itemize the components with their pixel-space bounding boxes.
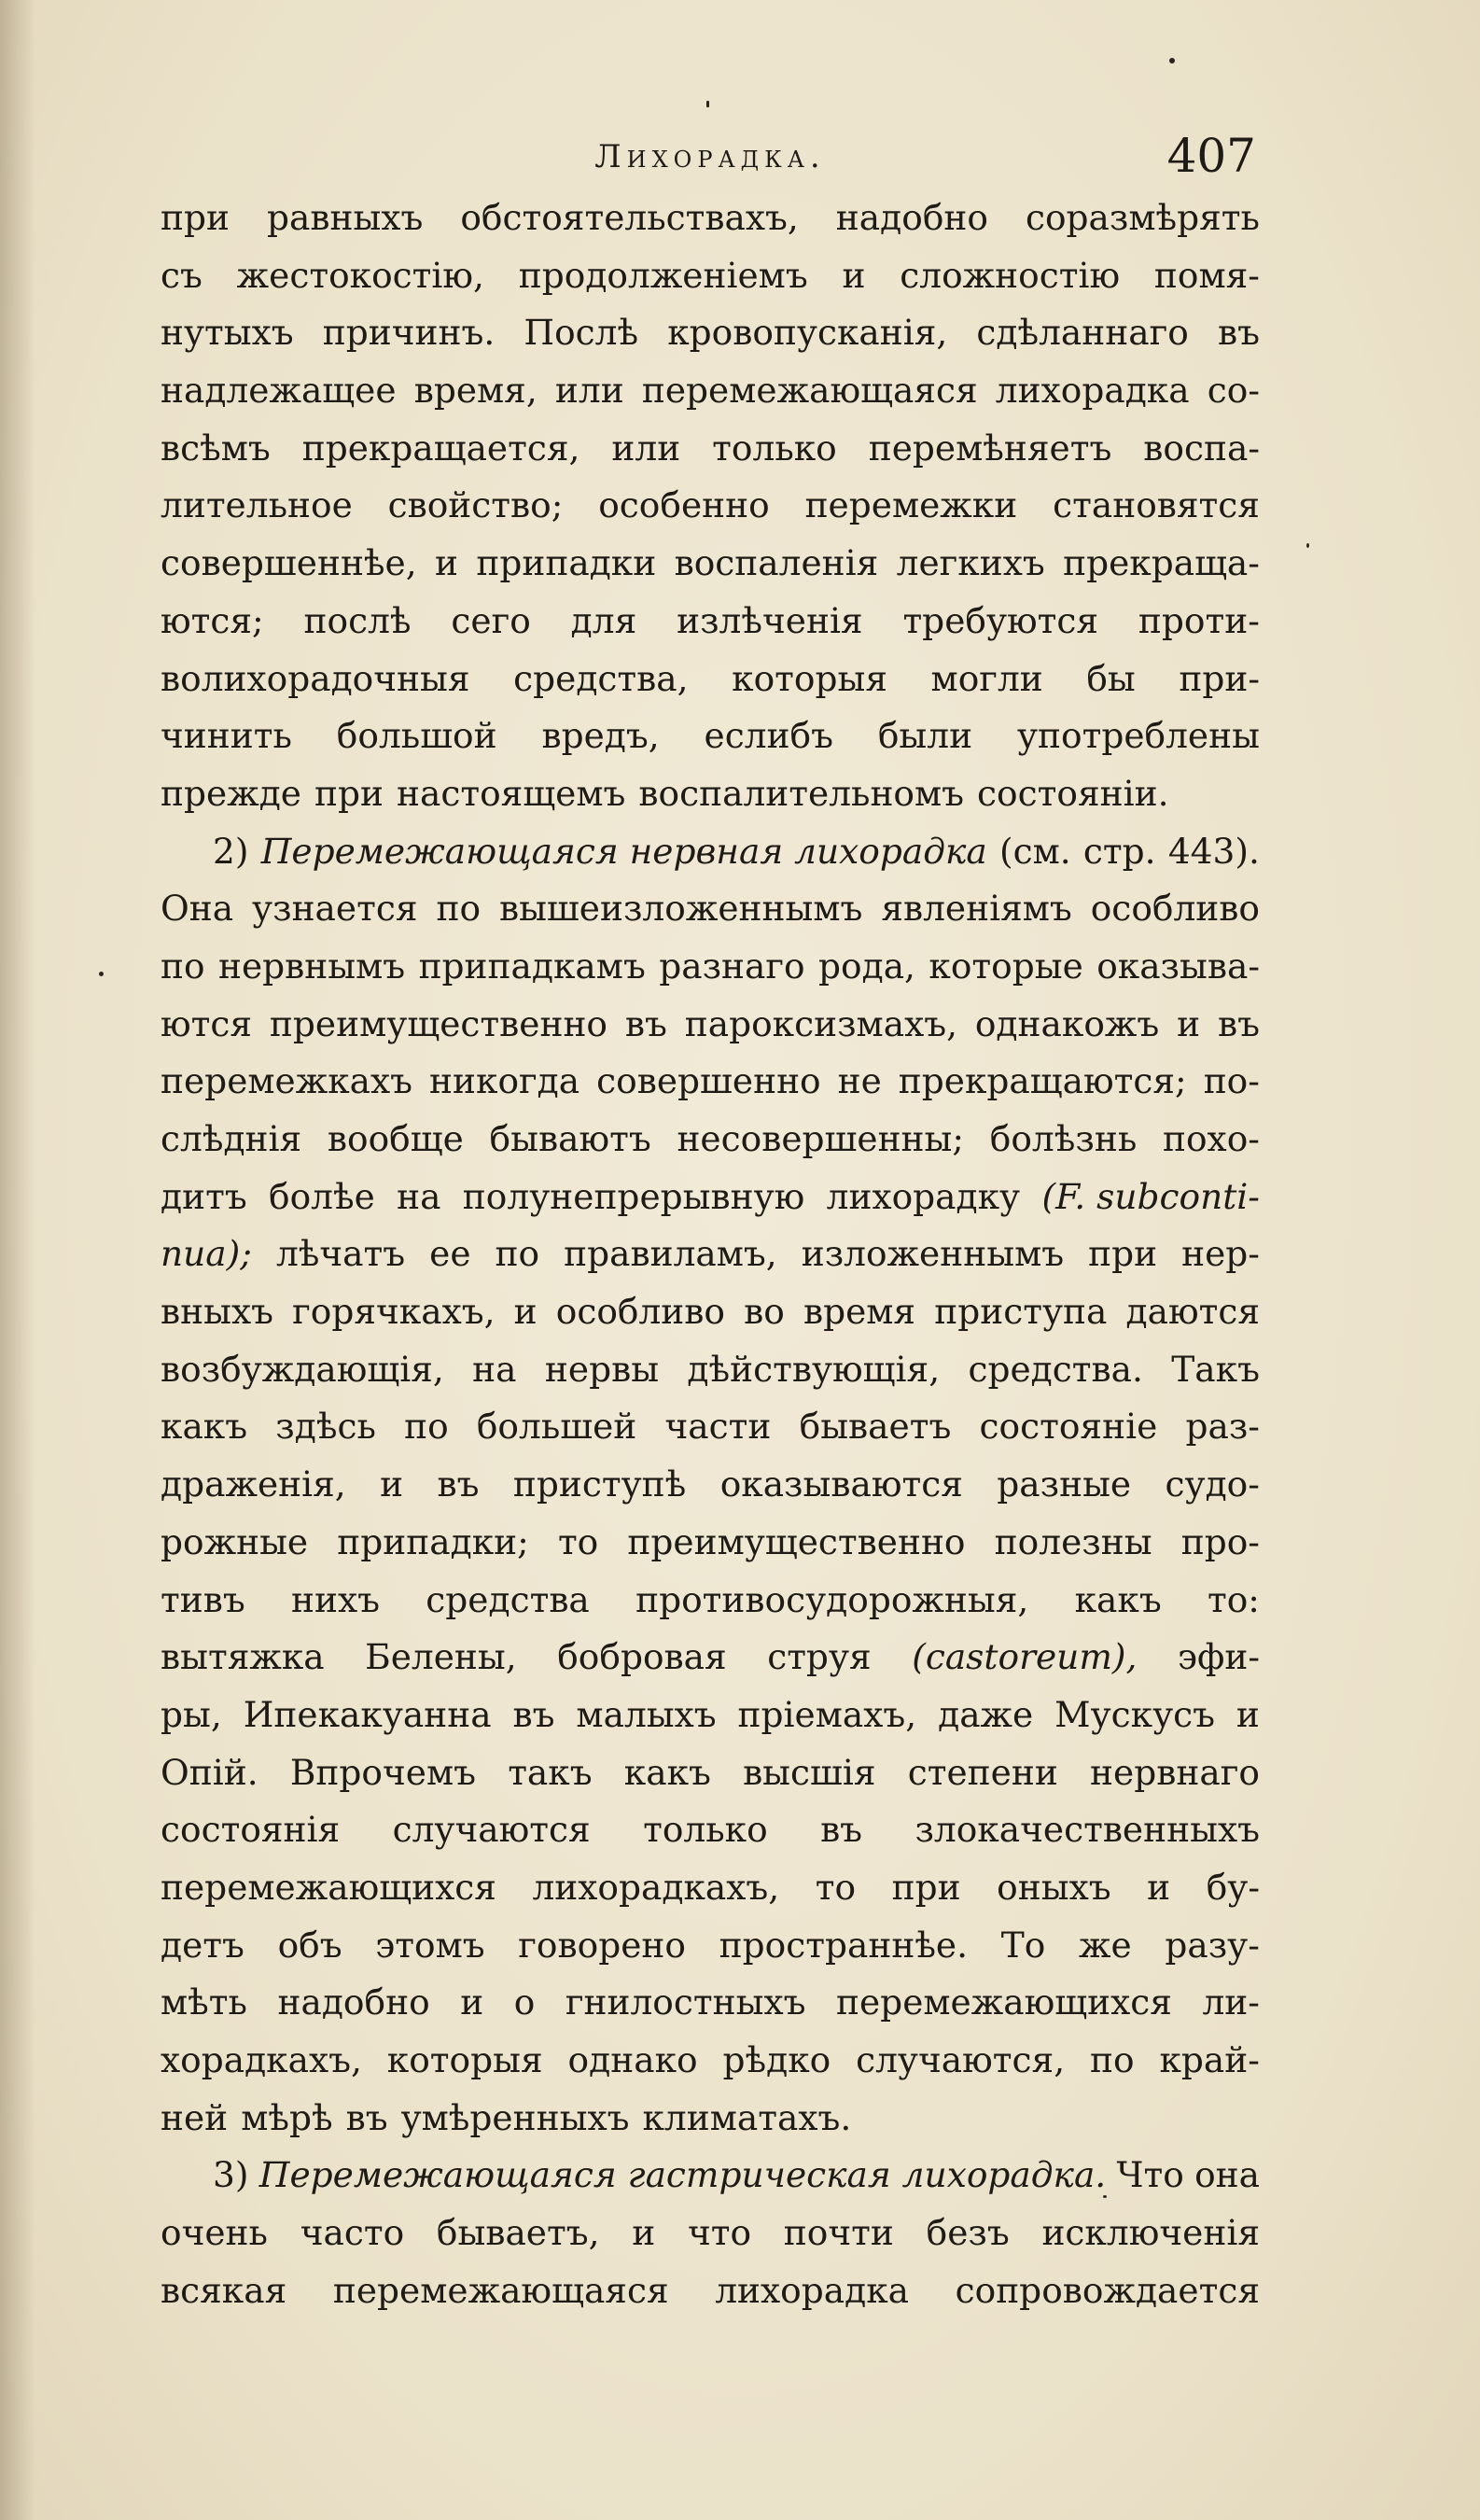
text-line (161, 1572, 1260, 1630)
word: совершенно (596, 1060, 821, 1102)
word: всякая (161, 2269, 287, 2311)
word: припадкамъ (418, 945, 646, 987)
word: даются (1125, 1291, 1260, 1333)
word: такъ (508, 1751, 593, 1793)
text-line (161, 1053, 1260, 1111)
word: лихорадка (995, 370, 1190, 412)
word: даже (938, 1693, 1034, 1735)
word: кровопусканія, (667, 312, 948, 354)
word: время, (413, 370, 538, 412)
text-line (161, 1744, 1260, 1802)
word: преимущественно (269, 1002, 608, 1044)
word: по (1090, 2039, 1135, 2080)
word: тивъ (161, 1578, 245, 1620)
word: детъ (161, 1924, 244, 1966)
word: вныхъ (161, 1291, 273, 1333)
text-line (161, 1398, 1260, 1456)
word: по (161, 945, 205, 987)
word: перемѣняетъ (868, 427, 1112, 469)
ink-speck (99, 972, 104, 976)
word: и (1147, 1866, 1171, 1908)
word: явленіямъ (881, 888, 1072, 930)
word: средства. (968, 1348, 1143, 1390)
word: перемежающихся (836, 1981, 1172, 2023)
word: излѣченія (677, 599, 863, 641)
ink-speck (1169, 58, 1175, 63)
word: разнаго (659, 945, 805, 987)
word: бы (1086, 657, 1136, 699)
text-line (161, 1514, 1260, 1572)
word: послѣ (303, 599, 412, 641)
word: ее (429, 1233, 471, 1275)
word: то (557, 1520, 599, 1562)
word: ются (161, 1002, 253, 1044)
word: ры, (161, 1693, 222, 1735)
word: узнается (252, 888, 418, 930)
word: приступа (934, 1291, 1108, 1333)
text-line (161, 2090, 1260, 2148)
word: 3) (213, 2154, 249, 2196)
word: только (643, 1809, 768, 1851)
word: разу- (1165, 1924, 1260, 1966)
word: средства, (513, 657, 689, 699)
text-line (161, 535, 1260, 593)
word: ней (161, 2096, 229, 2138)
word: еслибъ (704, 715, 833, 757)
word: по (495, 1233, 540, 1275)
word: со- (1207, 370, 1260, 412)
word: воспалительномъ (638, 772, 965, 814)
word: нервы (544, 1348, 660, 1390)
italic-word: (castoreum), (912, 1636, 1138, 1678)
word: причинъ. (322, 312, 496, 354)
word: дитъ (161, 1175, 247, 1217)
word: похо- (1162, 1118, 1260, 1159)
text-line (161, 880, 1260, 938)
text-line (161, 938, 1260, 996)
word: однако (567, 2039, 698, 2080)
word: очень (161, 2212, 268, 2254)
word: Впрочемъ (289, 1751, 476, 1793)
word: полунепрерывную (462, 1175, 805, 1217)
word: перемежающаяся (332, 2269, 669, 2311)
word: при (161, 197, 230, 238)
word: въ (437, 1463, 480, 1505)
word: какъ (623, 1751, 711, 1793)
text-line (161, 1687, 1260, 1744)
word: состояніи. (977, 772, 1169, 814)
word: малыхъ (576, 1693, 717, 1735)
text-line (161, 247, 1260, 305)
word: судо- (1165, 1463, 1260, 1505)
word: приступѣ (512, 1463, 687, 1505)
word: перемежающихся (161, 1866, 496, 1908)
word: однакожъ (974, 1002, 1160, 1044)
word: же (1078, 1924, 1132, 1966)
text-line (161, 2032, 1260, 2090)
text-line (161, 304, 1260, 362)
word: состоянія (161, 1809, 341, 1851)
text-line (161, 1456, 1260, 1514)
word: нутыхъ (161, 312, 294, 354)
page-header (161, 129, 1260, 194)
word: обстоятельствахъ, (460, 197, 799, 238)
word: становятся (1053, 484, 1260, 526)
word: эфи- (1177, 1636, 1260, 1678)
word: климатахъ. (642, 2096, 852, 2138)
word: помя- (1153, 254, 1260, 296)
word: воспа- (1143, 427, 1260, 469)
word: продолженіемъ (518, 254, 808, 296)
word: вообще (327, 1118, 464, 1159)
word: этомъ (375, 1924, 485, 1966)
word: край- (1159, 2039, 1260, 2080)
word: сопровождается (955, 2269, 1260, 2311)
word: 443). (1167, 830, 1260, 872)
word: и (513, 1291, 538, 1333)
word: перемежающаяся (641, 370, 978, 412)
word: здѣсь (275, 1406, 376, 1448)
word: стр. (1082, 830, 1156, 872)
word: могли (930, 657, 1043, 699)
word: въ (624, 1002, 667, 1044)
word: перемежкахъ (161, 1060, 413, 1102)
word: Ипекакуанна (243, 1693, 492, 1735)
word: Что (1116, 2154, 1184, 2196)
text-line (161, 707, 1260, 765)
word: въ (1217, 1002, 1260, 1044)
word: бываетъ, (436, 2212, 600, 2254)
word: волихорадочныя (161, 657, 470, 699)
page-number: 407 (1166, 129, 1256, 183)
word: рожные (161, 1520, 309, 1562)
word: про- (1180, 1520, 1260, 1562)
word: прекращается, (301, 427, 580, 469)
word: всѣмъ (161, 427, 271, 469)
word: какъ (161, 1406, 248, 1448)
word: состояніе (979, 1406, 1158, 1448)
body-text (161, 189, 1260, 2319)
word: которыя (732, 657, 887, 699)
italic-word: Перемежающаяся гастрическая лихорадка. (258, 2154, 1107, 2196)
text-line (161, 593, 1260, 651)
word: (см. (998, 830, 1071, 872)
text-line (161, 1169, 1260, 1226)
word: или (554, 370, 624, 412)
word: и (460, 1981, 484, 2023)
word: надобно (277, 1981, 430, 2023)
word: объ (277, 1924, 342, 1966)
word: пространнѣе. (719, 1924, 969, 1966)
word: и (632, 2212, 656, 2254)
word: и (435, 542, 459, 584)
word: особливо (555, 1291, 725, 1333)
word: То (1000, 1924, 1046, 1966)
text-line (161, 2205, 1260, 2262)
ink-speck (1103, 2195, 1107, 2198)
word: совершеннѣе, (161, 542, 417, 584)
word: Опій. (161, 1751, 258, 1793)
word: лительное (161, 484, 353, 526)
word: ли- (1202, 1981, 1260, 2023)
word: и (842, 254, 866, 296)
word: злокачественныхъ (915, 1809, 1260, 1851)
word: болѣзнь (989, 1118, 1138, 1159)
word: какъ (1074, 1578, 1162, 1620)
word: жестокостію, (236, 254, 484, 296)
text-line (161, 1111, 1260, 1169)
italic-word: nua); (161, 1233, 252, 1275)
word: время (803, 1291, 916, 1333)
word: она (1194, 2154, 1260, 2196)
text-line (161, 651, 1260, 708)
word: бобровая (557, 1636, 727, 1678)
word: и (1177, 1002, 1201, 1044)
word: никогда (429, 1060, 580, 1102)
word: при- (1179, 657, 1260, 699)
word: слѣднія (161, 1118, 302, 1159)
word: о (513, 1981, 536, 2023)
word: воспаленія (674, 542, 879, 584)
word: или (611, 427, 681, 469)
word: умѣренныхъ (400, 2096, 630, 2138)
word: прежде (161, 772, 301, 814)
ink-speck (706, 101, 709, 107)
word: мѣть (161, 1981, 247, 2023)
word: и (380, 1463, 404, 1505)
word: особенно (598, 484, 770, 526)
word: пароксизмахъ, (684, 1002, 957, 1044)
spine-shadow (0, 0, 35, 2520)
word: оныхъ (997, 1866, 1111, 1908)
word: по- (1203, 1060, 1260, 1102)
text-line (161, 477, 1260, 535)
word: и (1236, 1693, 1260, 1735)
word: драженія, (161, 1463, 346, 1505)
word: въ (512, 1693, 555, 1735)
word: на (472, 1348, 517, 1390)
word: проти- (1138, 599, 1260, 641)
word: сложностію (900, 254, 1121, 296)
word: полезны (994, 1520, 1152, 1562)
word: надлежащее (161, 370, 397, 412)
ink-speck (1306, 543, 1309, 548)
text-line (161, 765, 1260, 823)
word: части (664, 1406, 772, 1448)
word: безъ (926, 2212, 1010, 2254)
text-line (161, 1859, 1260, 1917)
word: нервнымъ (217, 945, 406, 987)
text-line (161, 1629, 1260, 1687)
word: струя (767, 1636, 872, 1678)
word: при (314, 772, 384, 814)
word: изложеннымъ (801, 1233, 1065, 1275)
word: при (891, 1866, 961, 1908)
word: то (815, 1866, 857, 1908)
word: во (744, 1291, 785, 1333)
word: не (837, 1060, 882, 1102)
word: съ (161, 254, 202, 296)
text-line (161, 823, 1260, 881)
word: то: (1207, 1578, 1260, 1620)
word: чинить (161, 715, 292, 757)
word: гнилостныхъ (565, 1981, 806, 2023)
word: рода, (818, 945, 915, 987)
word: сдѣланнаго (976, 312, 1189, 354)
word: нихъ (291, 1578, 380, 1620)
word: требуются (902, 599, 1099, 641)
text-line (161, 189, 1260, 247)
word: средства (426, 1578, 590, 1620)
text-line (161, 2262, 1260, 2320)
word: несовершенны; (677, 1118, 965, 1159)
word: которыя (386, 2039, 543, 2080)
text-line (161, 1283, 1260, 1341)
word: Мускусъ (1054, 1693, 1215, 1735)
word: преимущественно (627, 1520, 966, 1562)
word: возбуждающія, (161, 1348, 444, 1390)
word: высшія (743, 1751, 876, 1793)
text-line (161, 420, 1260, 478)
text-line (161, 1801, 1260, 1859)
word: для (570, 599, 637, 641)
word: оказываются (719, 1463, 963, 1505)
word: при (1088, 1233, 1158, 1275)
word: бываетъ (799, 1406, 952, 1448)
word: лихорадка (715, 2269, 910, 2311)
running-title: Лихорадка. (594, 138, 826, 175)
word: припадки (476, 542, 657, 584)
word: Послѣ (524, 312, 639, 354)
text-line (161, 1225, 1260, 1283)
word: въ (345, 2096, 388, 2138)
word: дѣйствующія, (687, 1348, 941, 1390)
word: мѣрѣ (241, 2096, 333, 2138)
word: Она (161, 888, 234, 930)
word: прекращаются; (898, 1060, 1187, 1102)
word: лихорадкахъ, (532, 1866, 780, 1908)
word: Такъ (1171, 1348, 1260, 1390)
word: раз- (1185, 1406, 1260, 1448)
word: лихорадку (826, 1175, 1021, 1217)
word: ются; (161, 599, 264, 641)
word: бу- (1206, 1866, 1260, 1908)
word: почти (783, 2212, 894, 2254)
word: Белены, (365, 1636, 517, 1678)
word: припадки; (337, 1520, 529, 1562)
text-line (161, 1341, 1260, 1399)
word: вытяжка (161, 1636, 325, 1678)
word: правиламъ, (564, 1233, 777, 1275)
word: особливо (1090, 888, 1260, 930)
word: надобно (835, 197, 988, 238)
word: 2) (213, 830, 249, 872)
word: исключенія (1041, 2212, 1260, 2254)
word: хорадкахъ, (161, 2039, 362, 2080)
word: прекраща- (1063, 542, 1260, 584)
word: пріемахъ, (737, 1693, 917, 1735)
word: часто (300, 2212, 405, 2254)
word: на (397, 1175, 441, 1217)
word: случаются, (856, 2039, 1066, 2080)
word: въ (1217, 312, 1260, 354)
italic-word: Перемежающаяся нервная лихорадка (260, 830, 987, 872)
word: которые (928, 945, 1083, 987)
word: степени (907, 1751, 1058, 1793)
word: по (404, 1406, 449, 1448)
word: оказыва- (1096, 945, 1260, 987)
word: по (436, 888, 482, 930)
word: бываютъ (489, 1118, 651, 1159)
word: сего (451, 599, 531, 641)
word: разные (997, 1463, 1132, 1505)
text-line (161, 1974, 1260, 2032)
text-line (161, 362, 1260, 420)
word: большей (476, 1406, 637, 1448)
word: что (687, 2212, 752, 2254)
word: болѣе (269, 1175, 375, 1217)
word: случаются (392, 1809, 591, 1851)
word: настоящемъ (396, 772, 626, 814)
word: были (877, 715, 973, 757)
text-line (161, 1917, 1260, 1975)
word: употреблены (1016, 715, 1260, 757)
text-line (161, 2147, 1260, 2205)
word: лѣчатъ (275, 1233, 406, 1275)
word: свойство; (387, 484, 564, 526)
word: рѣдко (722, 2039, 831, 2080)
word: вышеизложеннымъ (498, 888, 863, 930)
word: нер- (1181, 1233, 1260, 1275)
word: легкихъ (896, 542, 1045, 584)
word: горячкахъ, (292, 1291, 496, 1333)
word: въ (820, 1809, 863, 1851)
word: только (712, 427, 837, 469)
word: равныхъ (267, 197, 424, 238)
word: перемежки (804, 484, 1018, 526)
text-line (161, 996, 1260, 1054)
word: говорено (518, 1924, 686, 1966)
italic-word: (F. subconti- (1041, 1175, 1260, 1217)
word: большой (336, 715, 497, 757)
word: нервнаго (1090, 1751, 1260, 1793)
word: вредъ, (541, 715, 660, 757)
word: противосудорожныя, (635, 1578, 1029, 1620)
word: соразмѣрять (1025, 197, 1260, 238)
